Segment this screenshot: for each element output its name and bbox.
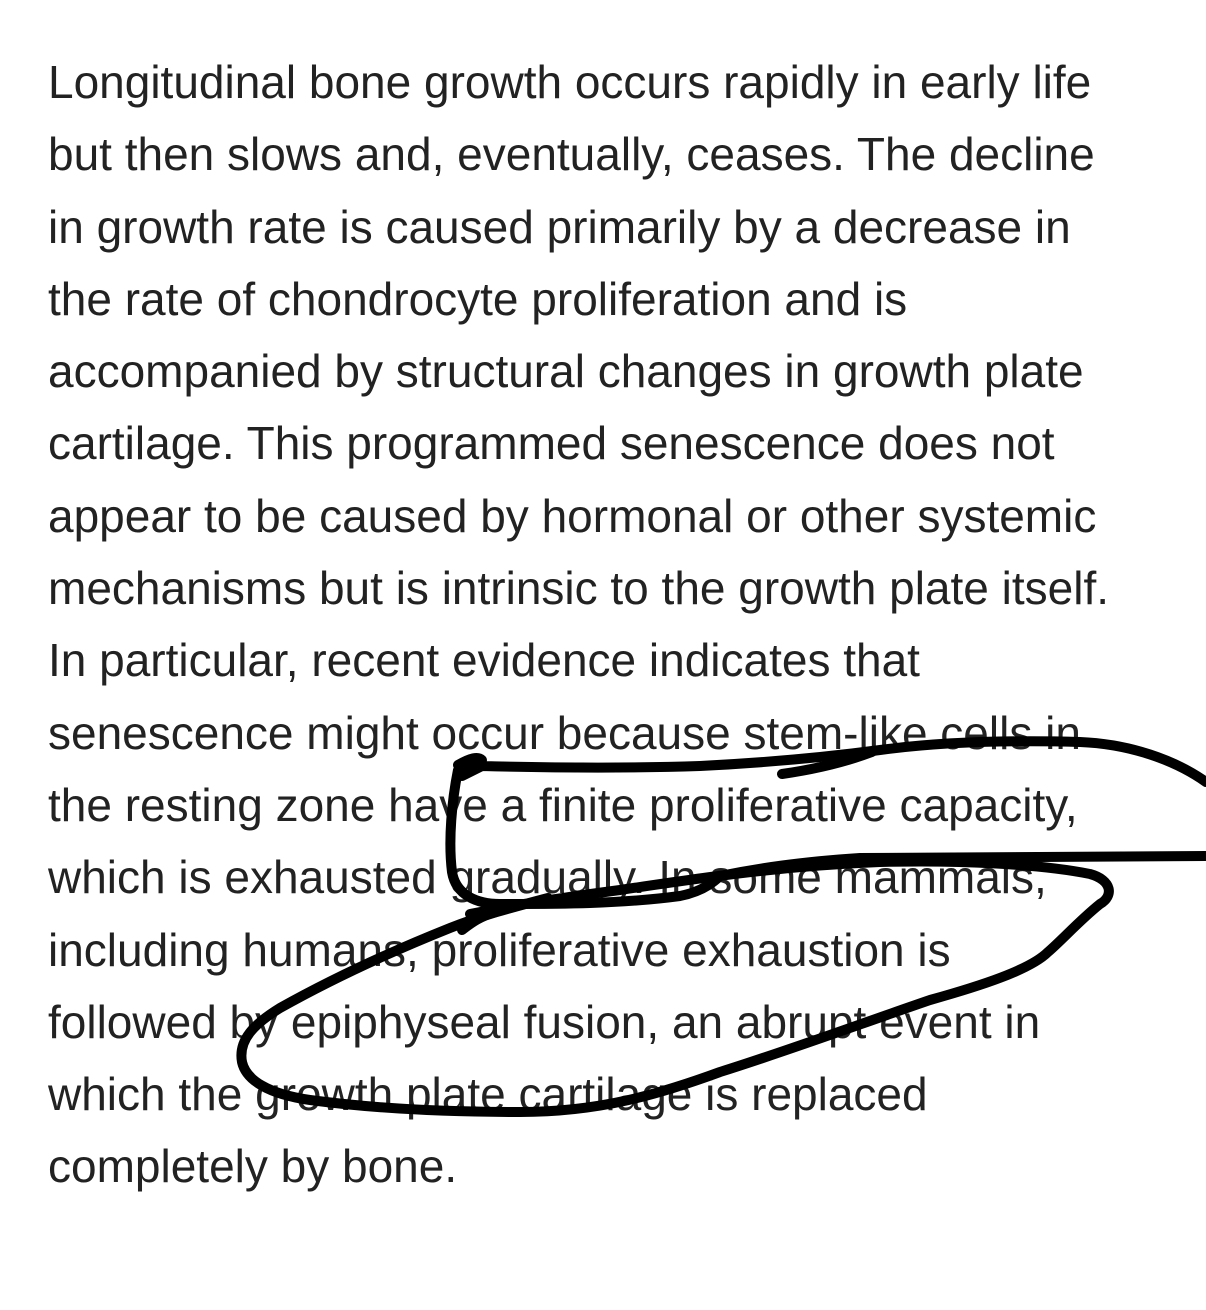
paragraph-line: senescence might occur because stem-like cells in — [48, 706, 1081, 759]
paragraph-line: but then slows and, eventually, ceases. The decline — [48, 128, 1095, 181]
paragraph-line: including humans, proliferative exhaustion is — [48, 923, 951, 976]
paragraph — [48, 46, 1198, 1203]
paragraph-line: appear to be caused by hormonal or other systemic — [48, 489, 1097, 542]
paragraph-line: accompanied by structural changes in growth plate — [48, 345, 1084, 398]
paragraph-line: Longitudinal bone growth occurs rapidly in early life — [48, 56, 1092, 108]
paragraph-line: which is exhausted gradually. In some mammals, — [48, 851, 1047, 904]
paragraph-line: the resting zone have a finite proliferative capacity, — [48, 778, 1078, 831]
paragraph-line: in growth rate is caused primarily by a decrease in — [48, 200, 1071, 253]
paragraph-line: completely by bone. — [48, 1140, 458, 1193]
paragraph-line: followed by epiphyseal fusion, an abrupt event in — [48, 995, 1041, 1048]
paragraph-line: In particular, recent evidence indicates that — [48, 634, 920, 687]
paragraph-line: which the growth plate cartilage is replaced — [48, 1068, 928, 1121]
paragraph-line: mechanisms but is intrinsic to the growth plate itself. — [48, 562, 1110, 615]
paragraph-line: cartilage. This programmed senescence does not — [48, 417, 1055, 470]
paragraph-line: the rate of chondrocyte proliferation and is — [48, 272, 908, 325]
